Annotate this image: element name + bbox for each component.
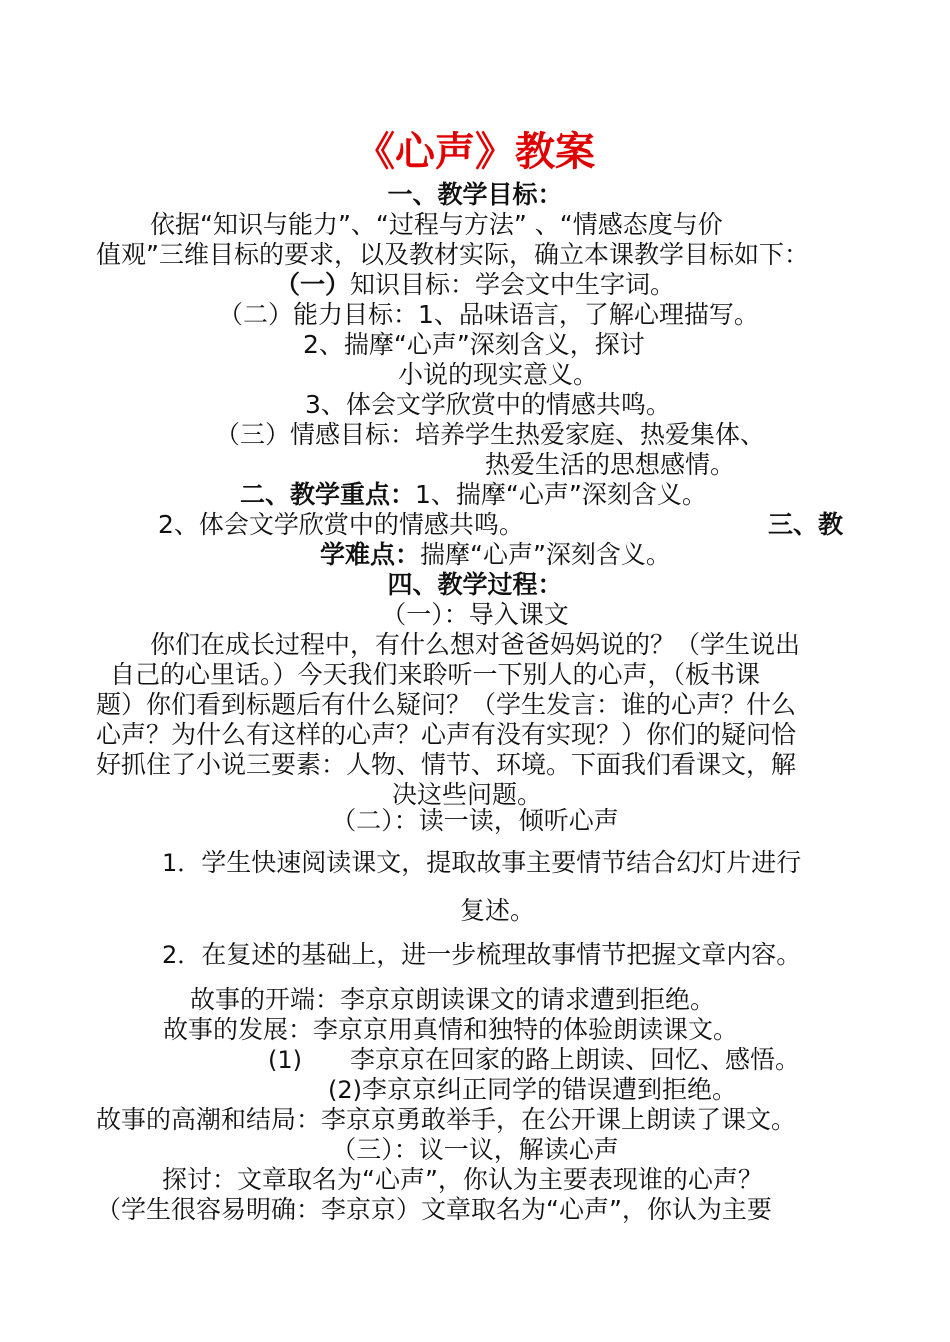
goal-knowledge-label: （一） (274, 270, 350, 299)
paragraph-line: 题）你们看到标题后有什么疑问？（学生发言：谁的心声？什么 (96, 690, 797, 719)
document-title: 《心声》教案 (355, 129, 595, 175)
list-text: 学生快速阅读课文，提取故事主要情节结合幻灯片进行 (201, 848, 802, 877)
subitem-number: (2) (328, 1076, 362, 1104)
teaching-focus (240, 480, 707, 510)
plot-subitem (328, 1075, 737, 1105)
plot-line: 故事的高潮和结局：李京京勇敢举手，在公开课上朗读了课文。 (96, 1105, 797, 1134)
list-item (162, 940, 801, 970)
subitem-number: (1) (268, 1046, 302, 1074)
step-heading: （一）：导入课文 (381, 600, 569, 629)
subitem-text: 李京京纠正同学的错误遭到拒绝。 (362, 1075, 738, 1104)
plot-line: 故事的发展：李京京用真情和独特的体验朗读课文。 (163, 1015, 739, 1044)
section-heading-process: 四、教学过程： (387, 570, 563, 599)
step-heading: （三）：议一议，解读心声 (331, 1135, 619, 1164)
plot-line: 故事的开端：李京京朗读课文的请求遭到拒绝。 (190, 985, 716, 1014)
teaching-difficulty (320, 540, 671, 570)
section-heading-goals: 一、教学目标： (387, 180, 563, 209)
list-item (162, 848, 801, 878)
goal-emotion-cont: 热爱生活的思想感情。 (485, 450, 736, 479)
paragraph-line: 自己的心里话。）今天我们来聆听一下别人的心声，（板书课 (110, 660, 761, 689)
paragraph-line: 好抓住了小说三要素：人物、情节、环境。下面我们看课文，解 (96, 750, 797, 779)
goal-ability-item: 小说的现实意义。 (398, 360, 599, 389)
paragraph-line: 探讨：文章取名为“心声”，你认为主要表现谁的心声？ (162, 1165, 763, 1194)
list-text: 在复述的基础上，进一步梳理故事情节把握文章内容。 (201, 940, 802, 969)
difficulty-label: 三、教 (768, 510, 844, 539)
goal-ability-item: 3、体会文学欣赏中的情感共鸣。 (305, 390, 671, 419)
paragraph-line: （学生很容易明确：李京京）文章取名为“心声”，你认为主要 (96, 1195, 772, 1224)
focus-text: 2、体会文学欣赏中的情感共鸣。 (158, 510, 524, 539)
goal-emotion: （三）情感目标：培养学生热爱家庭、热爱集体、 (215, 420, 766, 449)
paragraph-line: 你们在成长过程中，有什么想对爸爸妈妈说的？（学生说出 (150, 630, 801, 659)
focus-text: 1、揣摩“心声”深刻含义。 (415, 480, 707, 509)
paragraph-line: 心声？为什么有这样的心声？心声有没有实现？）你们的疑问恰 (96, 720, 797, 749)
intro-line: 值观”三维目标的要求，以及教材实际，确立本课教学目标如下： (96, 240, 809, 269)
focus-label: 二、教学重点： (240, 480, 416, 509)
intro-line: 依据“知识与能力”、“过程与方法” 、“情感态度与价 (150, 210, 723, 239)
list-number: 2． (162, 941, 202, 969)
goal-ability: （二）能力目标：1、品味语言，了解心理描写。 (218, 300, 759, 329)
step-heading: （二）：读一读，倾听心声 (331, 806, 619, 835)
difficulty-text: 揣摩“心声”深刻含义。 (420, 540, 671, 569)
difficulty-label: 学难点： (320, 540, 421, 569)
paragraph-line: 决这些问题。 (392, 780, 543, 809)
goal-knowledge-text: 知识目标：学会文中生字词。 (350, 270, 676, 299)
list-number: 1． (162, 849, 202, 877)
goal-knowledge (0, 270, 950, 300)
goal-ability-item: 2、揣摩“心声”深刻含义，探讨 (303, 330, 645, 359)
subitem-text: 李京京在回家的路上朗读、回忆、感悟。 (350, 1045, 801, 1074)
list-item-cont: 复述。 (460, 896, 536, 925)
plot-subitem (268, 1045, 800, 1075)
